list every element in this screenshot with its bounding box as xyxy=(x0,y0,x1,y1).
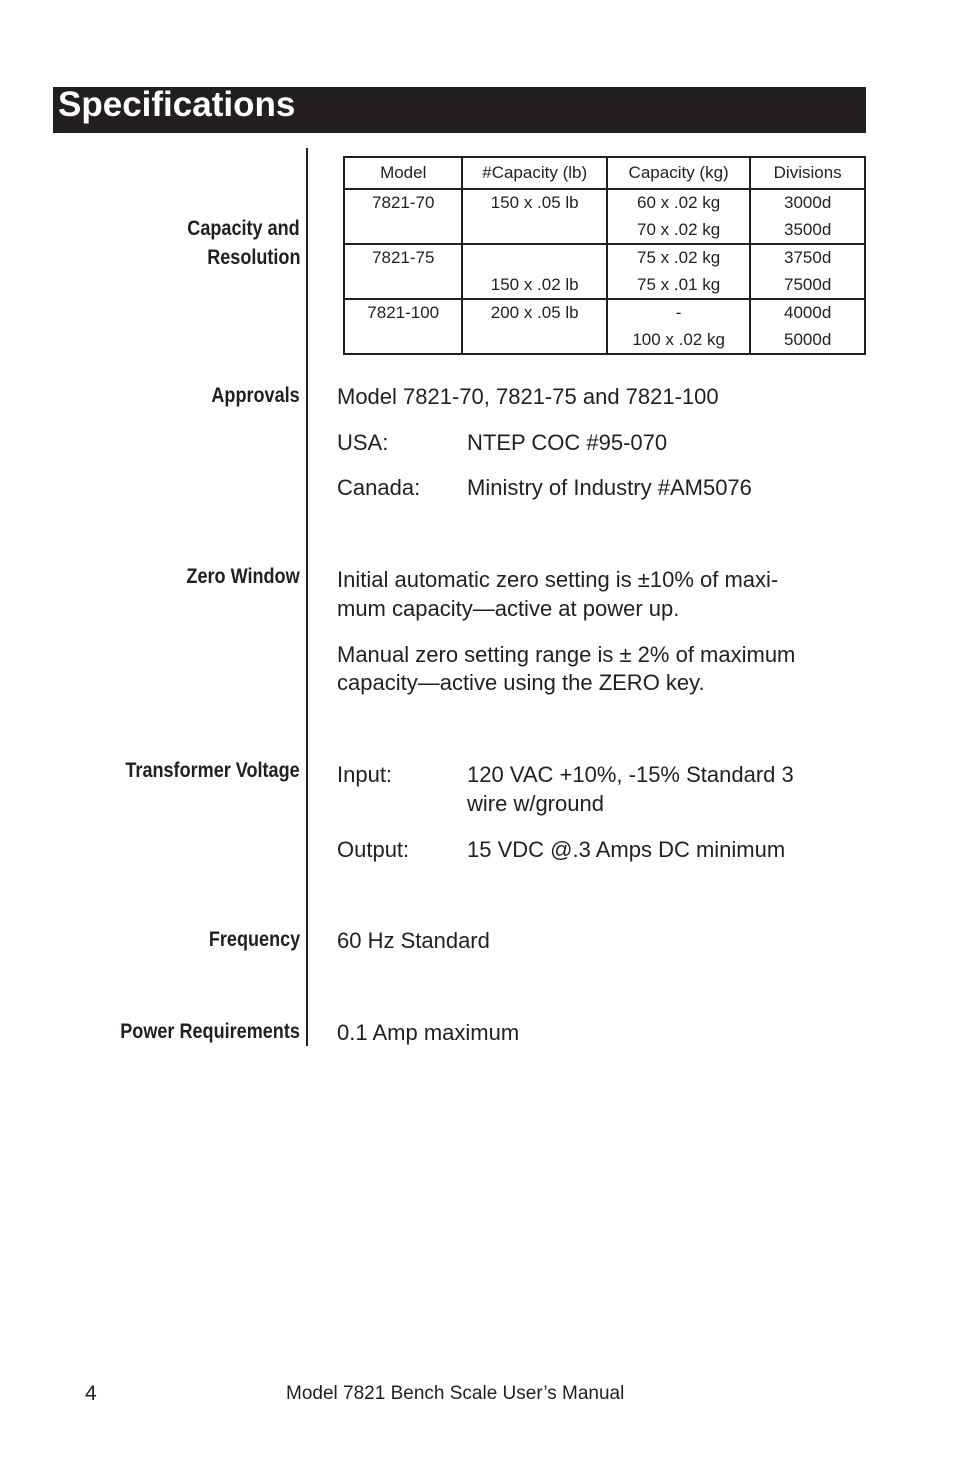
capacity-label-line2: Resolution xyxy=(206,246,300,269)
zero-window-p1-line1: Initial automatic zero setting is ±10% of maxi- xyxy=(337,567,779,592)
cell-line xyxy=(345,217,461,244)
approvals-usa-value: NTEP COC #95-070 xyxy=(467,430,668,455)
cell-line xyxy=(463,327,605,354)
cell-line: 75 x .02 kg xyxy=(637,248,721,267)
table-cell-model xyxy=(344,244,462,299)
zero-window-p2-line2: capacity—active using the ZERO key. xyxy=(337,670,705,695)
cell-line: - xyxy=(675,303,682,322)
transformer-voltage-label: Transformer Voltage xyxy=(125,759,300,782)
table-cell-divisions xyxy=(750,299,865,354)
table-row xyxy=(344,299,865,354)
footer-title: Model 7821 Bench Scale User’s Manual xyxy=(286,1383,625,1404)
cell-line: 150 x .02 lb xyxy=(490,274,579,294)
table-cell-lb xyxy=(462,244,606,299)
cell-line: 200 x .05 lb xyxy=(490,303,579,322)
cell-line: 100 x .02 kg xyxy=(632,329,725,349)
transformer-output-key: Output: xyxy=(337,837,410,862)
cell-line xyxy=(463,217,605,244)
cell-line: 5000d xyxy=(784,329,832,349)
cell-line: 7821-70 xyxy=(372,193,435,212)
cell-line xyxy=(463,245,605,272)
zero-window-p2-line1: Manual zero setting range is ± 2% of maximum xyxy=(337,642,796,667)
page-number: 4 xyxy=(85,1382,97,1405)
power-requirements-label: Power Requirements xyxy=(120,1020,300,1043)
table-row xyxy=(344,244,865,299)
cell-line: 4000d xyxy=(784,303,832,322)
table-cell-lb xyxy=(462,299,606,354)
cell-line xyxy=(345,272,461,299)
capacity-label-line1: Capacity and xyxy=(187,217,300,240)
capacity-table xyxy=(343,156,866,355)
table-cell-model xyxy=(344,299,462,354)
zero-window-label: Zero Window xyxy=(186,565,300,588)
column-header: #Capacity (lb) xyxy=(462,157,606,189)
table-cell-divisions xyxy=(750,244,865,299)
frequency-label: Frequency xyxy=(208,928,300,951)
approvals-canada-key: Canada: xyxy=(337,475,421,500)
cell-line: 3500d xyxy=(784,219,832,239)
transformer-output-value: 15 VDC @.3 Amps DC minimum xyxy=(467,837,786,862)
column-header: Model xyxy=(344,157,462,189)
approvals-canada-value: Ministry of Industry #AM5076 xyxy=(467,475,752,500)
approvals-label: Approvals xyxy=(211,384,300,407)
cell-line: 3000d xyxy=(784,193,832,212)
approvals-usa-key: USA: xyxy=(337,430,389,455)
cell-line: 7821-100 xyxy=(367,303,440,322)
cell-line: 60 x .02 kg xyxy=(637,193,721,212)
cell-line: 7821-75 xyxy=(372,248,435,267)
cell-line xyxy=(345,327,461,354)
page-title: Specifications xyxy=(58,85,296,124)
vertical-divider xyxy=(306,148,308,1046)
table-cell-model xyxy=(344,189,462,244)
section-header-bar xyxy=(53,87,866,133)
cell-line: 3750d xyxy=(784,248,832,267)
column-header: Divisions xyxy=(750,157,865,189)
table-cell-kg xyxy=(607,244,750,299)
table-header-row xyxy=(344,157,865,189)
column-header: Capacity (kg) xyxy=(607,157,750,189)
zero-window-p1-line2: mum capacity—active at power up. xyxy=(337,596,680,621)
transformer-input-value-line1: 120 VAC +10%, -15% Standard 3 xyxy=(467,762,794,787)
table-cell-kg xyxy=(607,189,750,244)
table-cell-lb xyxy=(462,189,606,244)
cell-line: 7500d xyxy=(784,274,832,294)
cell-line: 75 x .01 kg xyxy=(637,274,721,294)
table-row xyxy=(344,189,865,244)
cell-line: 70 x .02 kg xyxy=(637,219,721,239)
transformer-input-value-line2: wire w/ground xyxy=(467,791,604,816)
table-cell-kg xyxy=(607,299,750,354)
power-requirements-value: 0.1 Amp maximum xyxy=(337,1020,520,1045)
transformer-input-key: Input: xyxy=(337,762,393,787)
approvals-models-text: Model 7821-70, 7821-75 and 7821-100 xyxy=(337,384,719,409)
table-cell-divisions xyxy=(750,189,865,244)
frequency-value: 60 Hz Standard xyxy=(337,928,490,953)
cell-line: 150 x .05 lb xyxy=(490,193,579,212)
